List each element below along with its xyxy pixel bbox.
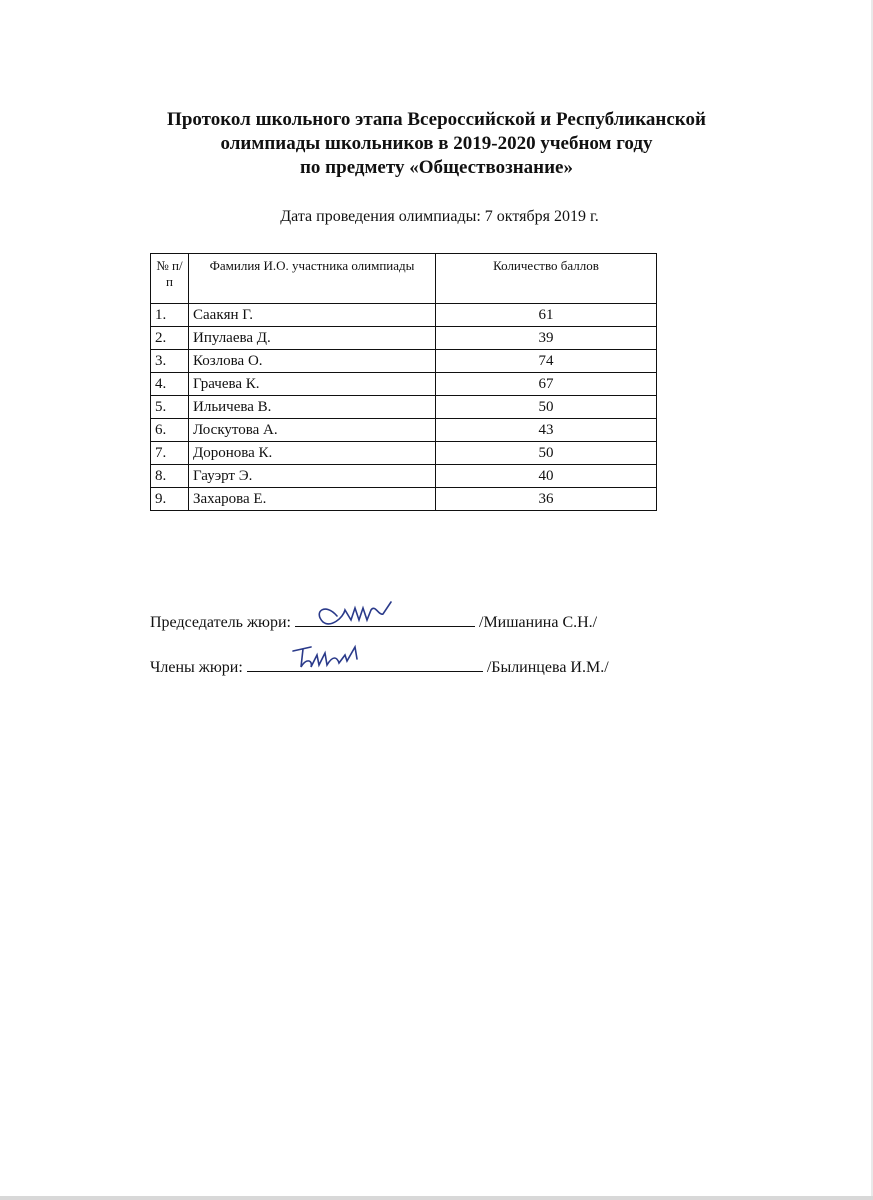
row-num: 6.: [151, 419, 189, 442]
members-signature-line: [150, 657, 609, 677]
row-score: 50: [436, 442, 657, 465]
title-line-3: по предмету «Обществознание»: [299, 157, 573, 178]
chair-handwritten-signature: [295, 596, 475, 630]
header-num: № п/п: [151, 254, 189, 304]
row-score: 74: [436, 350, 657, 373]
row-name: Ильичева В.: [189, 396, 436, 419]
row-num: 5.: [151, 396, 189, 419]
header-score: Количество баллов: [436, 254, 657, 304]
row-score: 40: [436, 465, 657, 488]
header-name: Фамилия И.О. участника олимпиады: [189, 254, 436, 304]
row-num: 3.: [151, 350, 189, 373]
row-name: Гауэрт Э.: [189, 465, 436, 488]
title-line-1: Протокол школьного этапа Всероссийской и Республиканской: [167, 109, 706, 130]
olympiad-date: [0, 208, 873, 226]
table-row: [151, 442, 657, 465]
row-name: Лоскутова А.: [189, 419, 436, 442]
table-row: [151, 373, 657, 396]
scan-bottom-shadow: [0, 1196, 873, 1200]
chair-name: /Мишанина С.Н./: [479, 614, 598, 631]
row-num: 8.: [151, 465, 189, 488]
row-num: 2.: [151, 327, 189, 350]
table-header-row: [151, 254, 657, 304]
table-row: [151, 488, 657, 511]
row-score: 39: [436, 327, 657, 350]
row-name: Захарова Е.: [189, 488, 436, 511]
row-score: 43: [436, 419, 657, 442]
chair-signature-field: [295, 612, 475, 627]
table-row: [151, 350, 657, 373]
row-name: Козлова О.: [189, 350, 436, 373]
row-name: Доронова К.: [189, 442, 436, 465]
results-table: [150, 253, 657, 511]
chair-label: Председатель жюри:: [150, 614, 291, 631]
row-score: 36: [436, 488, 657, 511]
title-line-2: олимпиады школьников в 2019-2020 учебном году: [220, 133, 653, 154]
row-score: 61: [436, 304, 657, 327]
table-row: [151, 327, 657, 350]
row-name: Грачева К.: [189, 373, 436, 396]
table-row: [151, 396, 657, 419]
table-row: [151, 419, 657, 442]
row-num: 7.: [151, 442, 189, 465]
row-name: Саакян Г.: [189, 304, 436, 327]
row-score: 67: [436, 373, 657, 396]
table-row: [151, 304, 657, 327]
row-num: 1.: [151, 304, 189, 327]
row-score: 50: [436, 396, 657, 419]
members-handwritten-signature: [247, 641, 483, 675]
document-title: [0, 108, 873, 180]
members-label: Члены жюри:: [150, 659, 243, 676]
row-num: 9.: [151, 488, 189, 511]
table-row: [151, 465, 657, 488]
row-name: Ипулаева Д.: [189, 327, 436, 350]
date-text: Дата проведения олимпиады: 7 октября 2019 г.: [280, 208, 599, 225]
chair-signature-line: [150, 612, 597, 632]
members-name: /Былинцева И.М./: [486, 659, 609, 676]
members-signature-field: [247, 657, 483, 672]
row-num: 4.: [151, 373, 189, 396]
